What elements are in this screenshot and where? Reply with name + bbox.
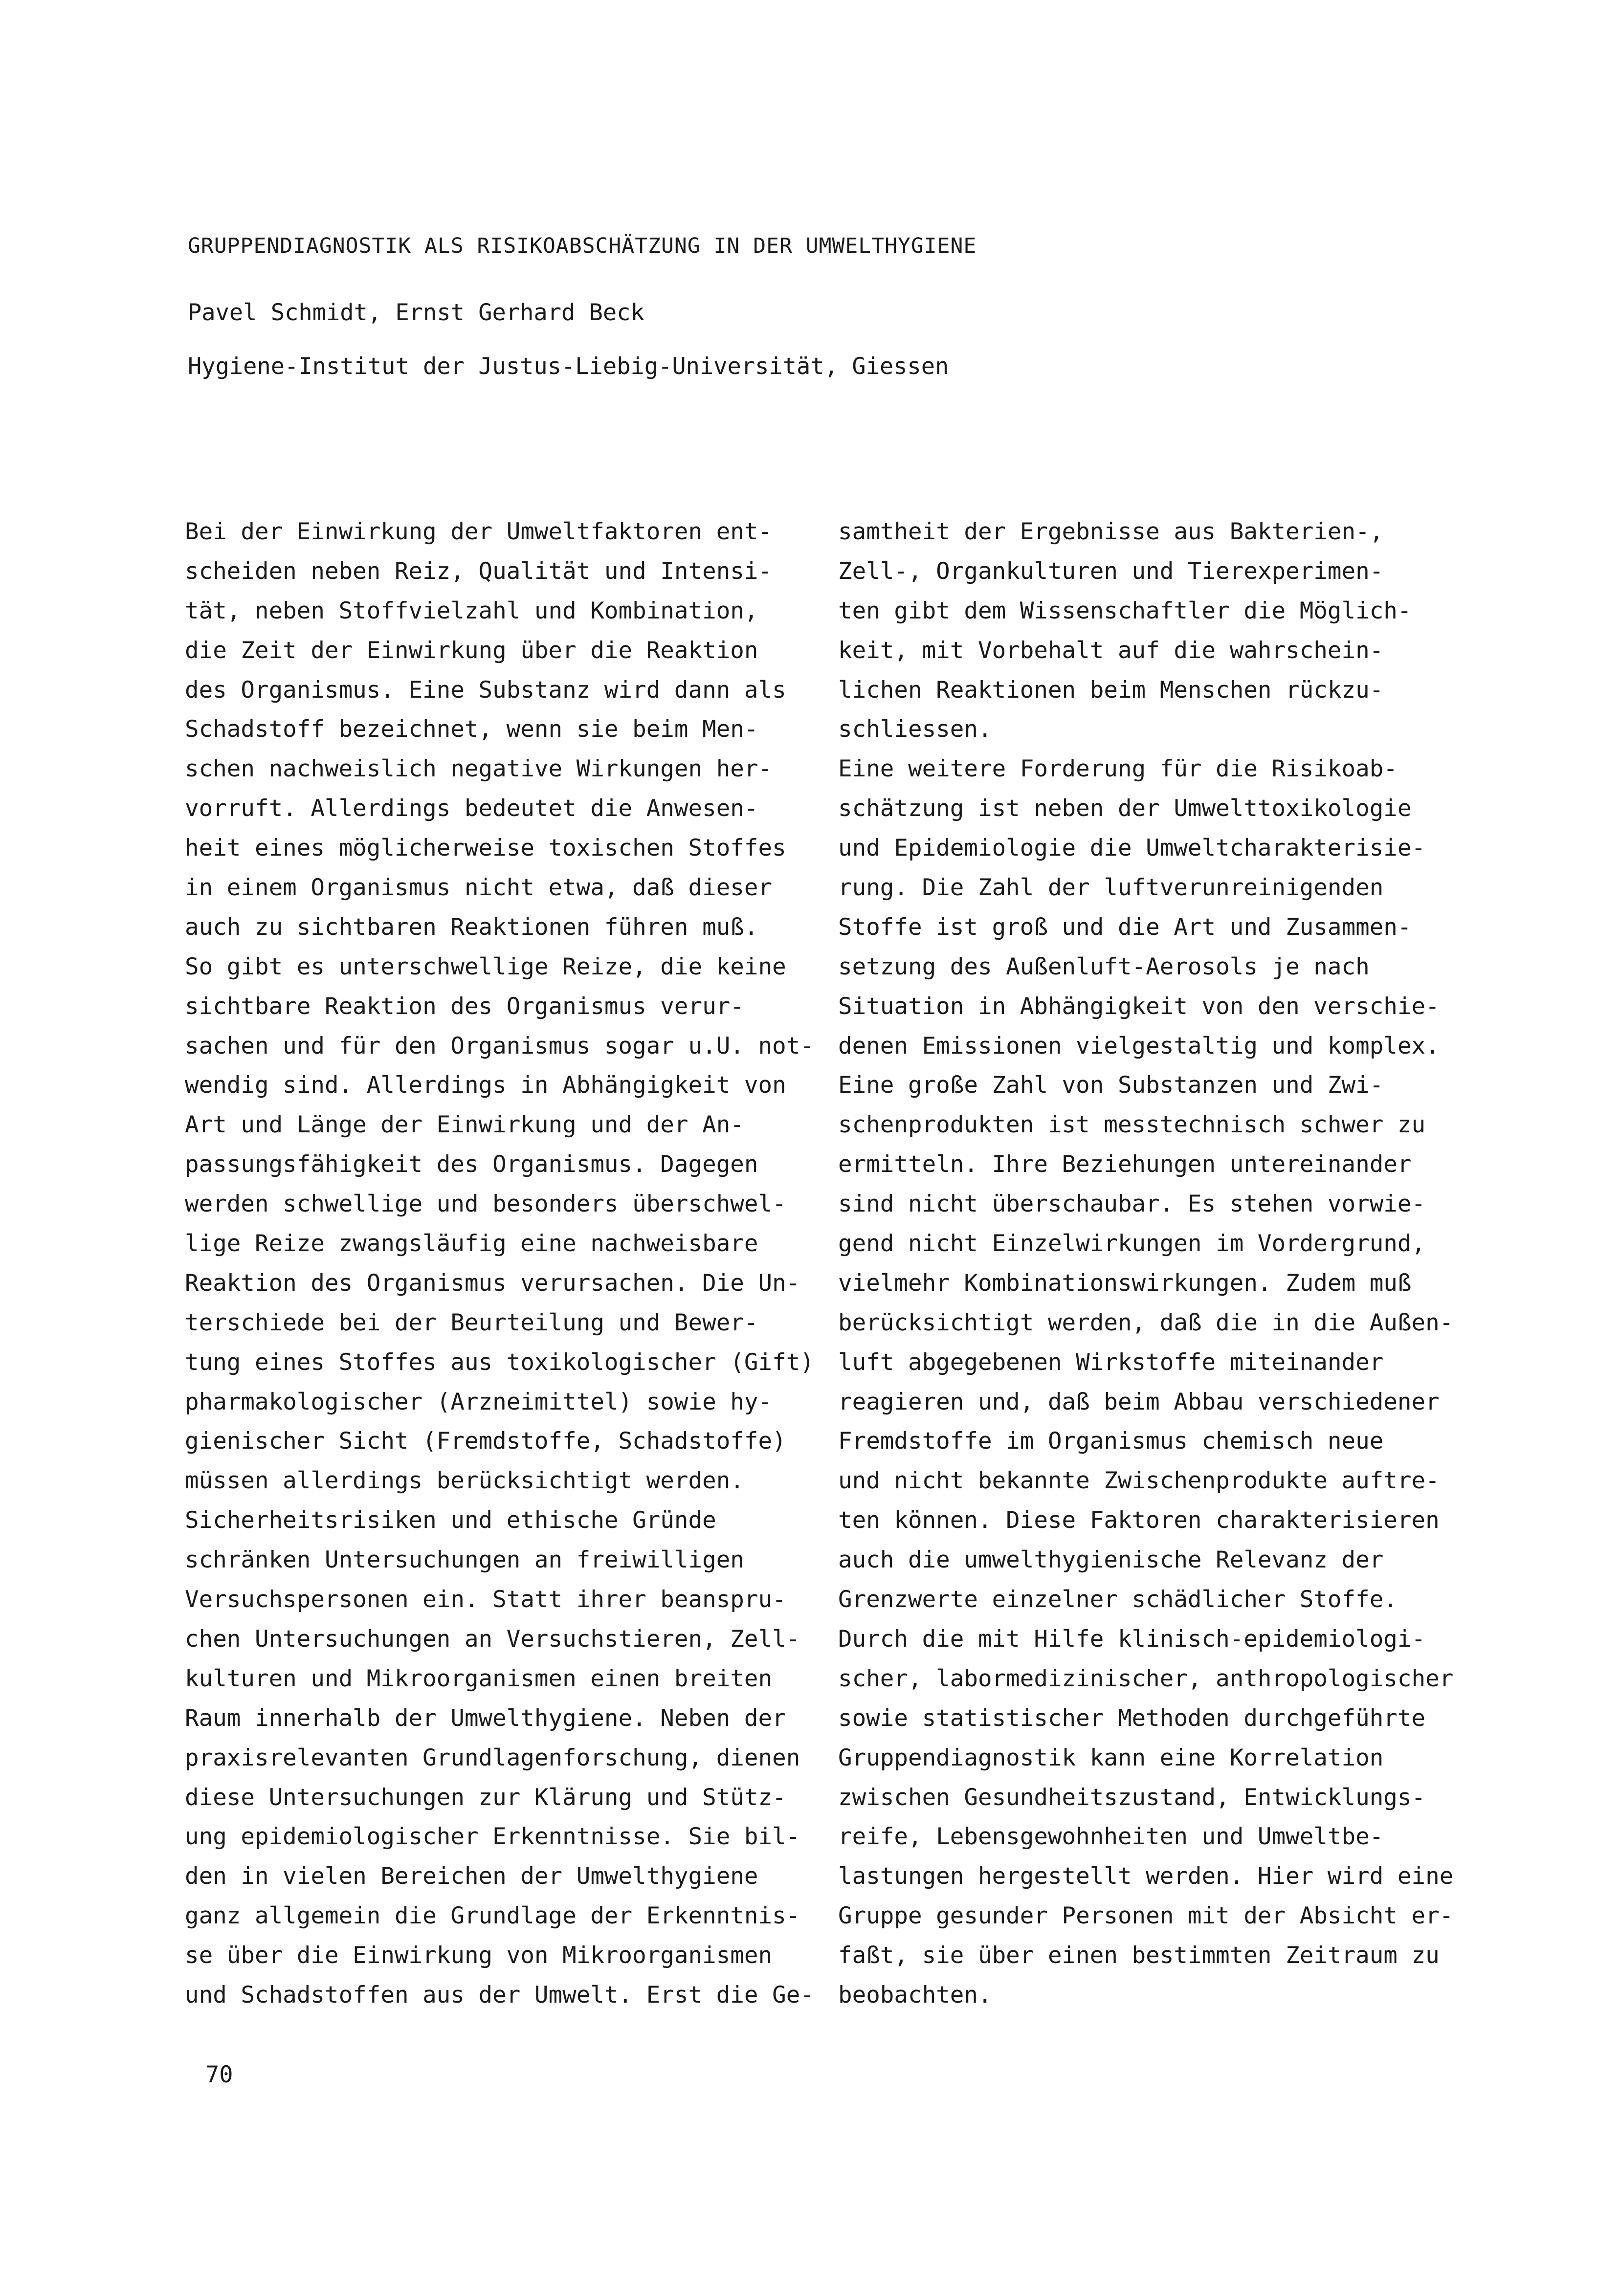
text-line: den in vielen Bereichen der Umwelthygiene: [185, 1863, 758, 1890]
text-line: lige Reize zwangsläufig eine nachweisbare: [185, 1230, 758, 1258]
text-line: ten gibt dem Wissenschaftler die Möglich-: [838, 597, 1412, 624]
body-column-right: [838, 512, 1453, 2015]
text-line: schliessen.: [838, 716, 992, 743]
text-line: Situation in Abhängigkeit von den verschie-: [838, 993, 1440, 1020]
text-line: diese Untersuchungen zur Klärung und Stütz-: [185, 1784, 786, 1811]
text-line: setzung des Außenluft-Aerosols je nach: [838, 953, 1370, 980]
text-line: Eine große Zahl von Substanzen und Zwi-: [838, 1072, 1384, 1099]
text-line: ten können. Diese Faktoren charakterisieren: [838, 1507, 1440, 1534]
text-line: sichtbare Reaktion des Organismus verur-: [185, 993, 744, 1020]
text-line: Sicherheitsrisiken und ethische Gründe: [185, 1507, 716, 1534]
text-line: Gruppendiagnostik kann eine Korrelation: [838, 1744, 1384, 1771]
text-line: die Zeit der Einwirkung über die Reaktion: [185, 637, 758, 664]
text-line: gend nicht Einzelwirkungen im Vordergrund,: [838, 1230, 1426, 1258]
text-line: Fremdstoffe im Organismus chemisch neue: [838, 1428, 1384, 1455]
text-line: Bei der Einwirkung der Umweltfaktoren ent-: [185, 518, 773, 545]
text-line: se über die Einwirkung von Mikroorganismen: [185, 1942, 773, 1969]
text-line: auch zu sichtbaren Reaktionen führen muß.: [185, 913, 758, 941]
text-line: wendig sind. Allerdings in Abhängigkeit von: [185, 1072, 786, 1099]
text-line: tung eines Stoffes aus toxikologischer (Gift): [185, 1348, 814, 1376]
text-line: reife, Lebensgewohnheiten und Umweltbe-: [838, 1823, 1384, 1851]
text-line: tät, neben Stoffvielzahl und Kombination,: [185, 597, 758, 624]
text-line: samtheit der Ergebnisse aus Bakterien-,: [838, 518, 1384, 545]
text-line: schränken Untersuchungen an freiwilligen: [185, 1546, 744, 1574]
text-line: scher, labormedizinischer, anthropologischer: [838, 1665, 1454, 1692]
text-line: ung epidemiologischer Erkenntnisse. Sie bil-: [185, 1823, 800, 1851]
text-line: passungsfähigkeit des Organismus. Dagegen: [185, 1151, 758, 1178]
text-line: luft abgegebenen Wirkstoffe miteinander: [838, 1348, 1384, 1376]
text-line: berücksichtigt werden, daß die in die Außen-: [838, 1309, 1454, 1336]
text-line: Schadstoff bezeichnet, wenn sie beim Men-: [185, 716, 758, 743]
text-line: ermitteln. Ihre Beziehungen untereinander: [838, 1151, 1412, 1178]
text-line: lichen Reaktionen beim Menschen rückzu-: [838, 676, 1384, 704]
text-line: sind nicht überschaubar. Es stehen vorwie-: [838, 1191, 1426, 1218]
text-line: faßt, sie über einen bestimmten Zeitraum zu: [838, 1942, 1440, 1969]
text-line: in einem Organismus nicht etwa, daß dieser: [185, 874, 773, 902]
text-line: chen Untersuchungen an Versuchstieren, Zell-: [185, 1625, 800, 1653]
text-line: schätzung ist neben der Umwelttoxikologie: [838, 795, 1412, 822]
text-line: Gruppe gesunder Personen mit der Absicht er-: [838, 1902, 1454, 1930]
text-line: sachen und für den Organismus sogar u.U. not-: [185, 1032, 814, 1060]
text-line: Stoffe ist groß und die Art und Zusammen-: [838, 913, 1412, 941]
text-line: beobachten.: [838, 1981, 992, 2009]
text-line: und Schadstoffen aus der Umwelt. Erst die Ge-: [185, 1981, 814, 2009]
text-line: terschiede bei der Beurteilung und Bewer-: [185, 1309, 758, 1336]
text-line: des Organismus. Eine Substanz wird dann als: [185, 676, 786, 704]
text-line: Raum innerhalb der Umwelthygiene. Neben der: [185, 1704, 786, 1732]
text-line: und nicht bekannte Zwischenprodukte auftre-: [838, 1467, 1440, 1495]
text-line: So gibt es unterschwellige Reize, die keine: [185, 953, 786, 980]
text-line: gienischer Sicht (Fremdstoffe, Schadstoffe): [185, 1428, 786, 1455]
text-line: lastungen hergestellt werden. Hier wird eine: [838, 1863, 1454, 1890]
text-line: scheiden neben Reiz, Qualität und Intensi-: [185, 557, 773, 585]
text-line: vielmehr Kombinationswirkungen. Zudem muß: [838, 1269, 1412, 1297]
text-line: Grenzwerte einzelner schädlicher Stoffe.: [838, 1586, 1398, 1613]
text-line: Reaktion des Organismus verursachen. Die Un-: [185, 1269, 800, 1297]
paper-affiliation: Hygiene-Institut der Justus-Liebig-Universität, Giessen: [188, 353, 949, 380]
text-line: schen nachweislich negative Wirkungen her-: [185, 755, 773, 783]
text-line: ganz allgemein die Grundlage der Erkenntnis-: [185, 1902, 800, 1930]
text-line: schenprodukten ist messtechnisch schwer zu: [838, 1111, 1426, 1139]
paper-title: GRUPPENDIAGNOSTIK ALS RISIKOABSCHÄTZUNG IN DER UMWELTHYGIENE: [188, 234, 977, 258]
page-number: 70: [205, 2061, 233, 2088]
text-line: vorruft. Allerdings bedeutet die Anwesen-: [185, 795, 758, 822]
text-line: rung. Die Zahl der luftverunreinigenden: [838, 874, 1384, 902]
text-line: kulturen und Mikroorganismen einen breiten: [185, 1665, 773, 1692]
text-line: praxisrelevanten Grundlagenforschung, dienen: [185, 1744, 800, 1771]
body-column-left: [185, 512, 814, 2015]
text-line: reagieren und, daß beim Abbau verschiedener: [838, 1388, 1440, 1415]
text-line: werden schwellige und besonders überschwel-: [185, 1191, 786, 1218]
text-line: Durch die mit Hilfe klinisch-epidemiologi-: [838, 1625, 1426, 1653]
text-line: müssen allerdings berücksichtigt werden.: [185, 1467, 744, 1495]
text-line: Eine weitere Forderung für die Risikoab-: [838, 755, 1398, 783]
text-line: heit eines möglicherweise toxischen Stoffes: [185, 835, 786, 862]
text-line: Versuchspersonen ein. Statt ihrer beanspru-: [185, 1586, 786, 1613]
text-line: und Epidemiologie die Umweltcharakterisie-: [838, 835, 1426, 862]
text-line: pharmakologischer (Arzneimittel) sowie hy-: [185, 1388, 773, 1415]
text-line: denen Emissionen vielgestaltig und komplex.: [838, 1032, 1440, 1060]
text-line: keit, mit Vorbehalt auf die wahrschein-: [838, 637, 1384, 664]
text-line: Art und Länge der Einwirkung und der An-: [185, 1111, 744, 1139]
text-line: auch die umwelthygienische Relevanz der: [838, 1546, 1384, 1574]
text-line: Zell-, Organkulturen und Tierexperimen-: [838, 557, 1384, 585]
paper-authors: Pavel Schmidt, Ernst Gerhard Beck: [188, 299, 644, 326]
text-line: sowie statistischer Methoden durchgeführte: [838, 1704, 1426, 1732]
text-line: zwischen Gesundheitszustand, Entwicklungs-: [838, 1784, 1426, 1811]
